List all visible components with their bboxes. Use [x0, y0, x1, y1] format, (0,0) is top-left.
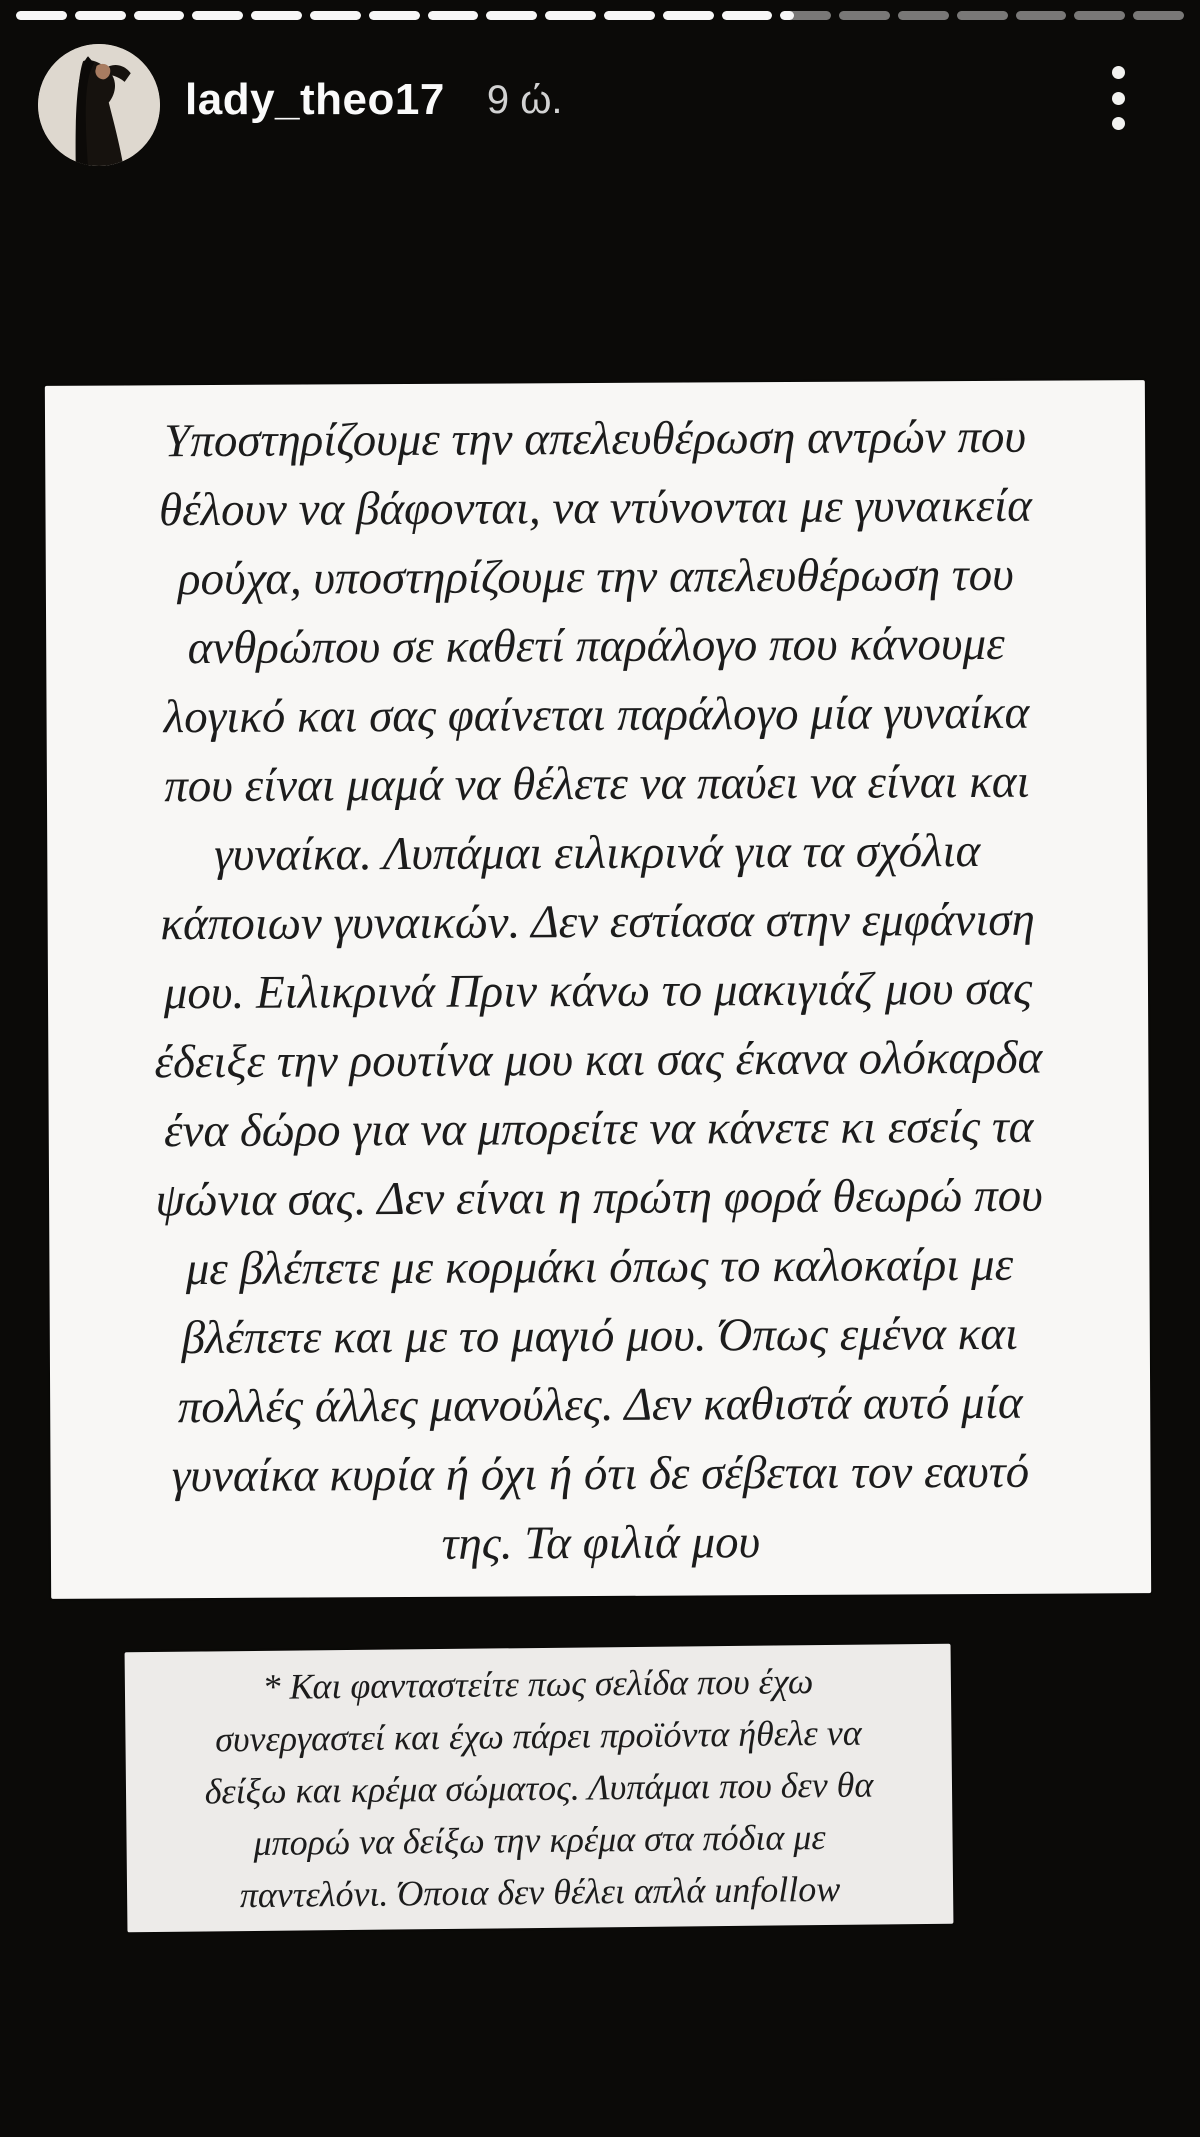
- progress-segment: [722, 11, 773, 20]
- text-line: γυναίκα κυρία ή όχι ή ότι δε σέβεται τον εαυτό: [171, 1445, 1030, 1503]
- text-line: θέλουν να βάφονται, να ντύνονται με γυναικεία: [158, 479, 1033, 537]
- text-line: ανθρώπου σε καθετί παράλογο που κάνουμε: [187, 617, 1005, 675]
- story-progress-bar: [16, 11, 1184, 20]
- progress-segment: [1133, 11, 1184, 20]
- text-line: * Και φανταστείτε πως σελίδα που έχω: [262, 1661, 814, 1707]
- progress-segment: [898, 11, 949, 20]
- text-line: μπορώ να δείξω την κρέμα στα πόδια με: [253, 1817, 826, 1863]
- progress-segment: [839, 11, 890, 20]
- text-line: πολλές άλλες μανούλες. Δεν καθιστά αυτό μία: [177, 1376, 1023, 1434]
- text-line: παντελόνι. Όποια δεν θέλει απλά unfollow: [239, 1868, 841, 1916]
- progress-segment: [1074, 11, 1125, 20]
- text-line: Υποστηρίζουμε την απελευθέρωση αντρών που: [164, 410, 1027, 468]
- text-line: ψώνια σας. Δεν είναι η πρώτη φορά θεωρώ που: [155, 1169, 1043, 1227]
- text-line: μου. Ειλικρινά Πριν κάνω το μακιγιάζ μου σας: [163, 962, 1033, 1020]
- progress-segment: [251, 11, 302, 20]
- text-line: ρούχα, υποστηρίζουμε την απελευθέρωση του: [177, 548, 1014, 606]
- text-line: λογικό και σας φαίνεται παράλογο μία γυναίκα: [163, 686, 1030, 744]
- vertical-ellipsis-icon: [1112, 92, 1125, 105]
- progress-segment: [1016, 11, 1067, 20]
- timestamp: 9 ώ.: [486, 77, 563, 122]
- text-line: ένα δώρο για να μπορείτε να κάνετε κι εσείς τα: [163, 1100, 1034, 1158]
- progress-segment: [663, 11, 714, 20]
- progress-segment: [369, 11, 420, 20]
- username[interactable]: lady_theo17: [185, 75, 445, 124]
- footnote-text-card: [125, 1644, 954, 1933]
- progress-segment: [486, 11, 537, 20]
- text-line: κάποιων γυναικών. Δεν εστίασα στην εμφάνιση: [160, 893, 1035, 951]
- progress-segment: [16, 11, 67, 20]
- more-options-button[interactable]: [1098, 62, 1138, 134]
- profile-photo-icon: [38, 44, 160, 166]
- text-line: της. Τα φιλιά μου: [441, 1516, 761, 1570]
- progress-segment: [545, 11, 596, 20]
- vertical-ellipsis-icon: [1112, 66, 1125, 79]
- story-text-card: [45, 380, 1151, 1599]
- avatar[interactable]: [38, 44, 160, 166]
- progress-segment: [134, 11, 185, 20]
- vertical-ellipsis-icon: [1112, 117, 1125, 130]
- progress-segment: [310, 11, 361, 20]
- progress-segment: [192, 11, 243, 20]
- story-header: [185, 58, 563, 142]
- progress-segment: [780, 11, 831, 20]
- text-line: βλέπετε και με το μαγιό μου. Όπως εμένα και: [181, 1307, 1019, 1365]
- text-line: γυναίκα. Λυπάμαι ειλικρινά για τα σχόλια: [214, 824, 981, 882]
- text-line: με βλέπετε με κορμάκι όπως το καλοκαίρι με: [185, 1238, 1014, 1296]
- text-line: συνεργαστεί και έχω πάρει προϊόντα ήθελε να: [215, 1712, 862, 1760]
- text-line: δείξω και κρέμα σώματος. Λυπάμαι που δεν θα: [204, 1764, 874, 1812]
- text-line: που είναι μαμά να θέλετε να παύει να είναι και: [164, 755, 1030, 813]
- progress-segment: [604, 11, 655, 20]
- progress-segment: [428, 11, 479, 20]
- progress-segment: [75, 11, 126, 20]
- text-line: έδειξε την ρουτίνα μου και σας έκανα ολόκαρδα: [154, 1031, 1043, 1089]
- progress-segment: [957, 11, 1008, 20]
